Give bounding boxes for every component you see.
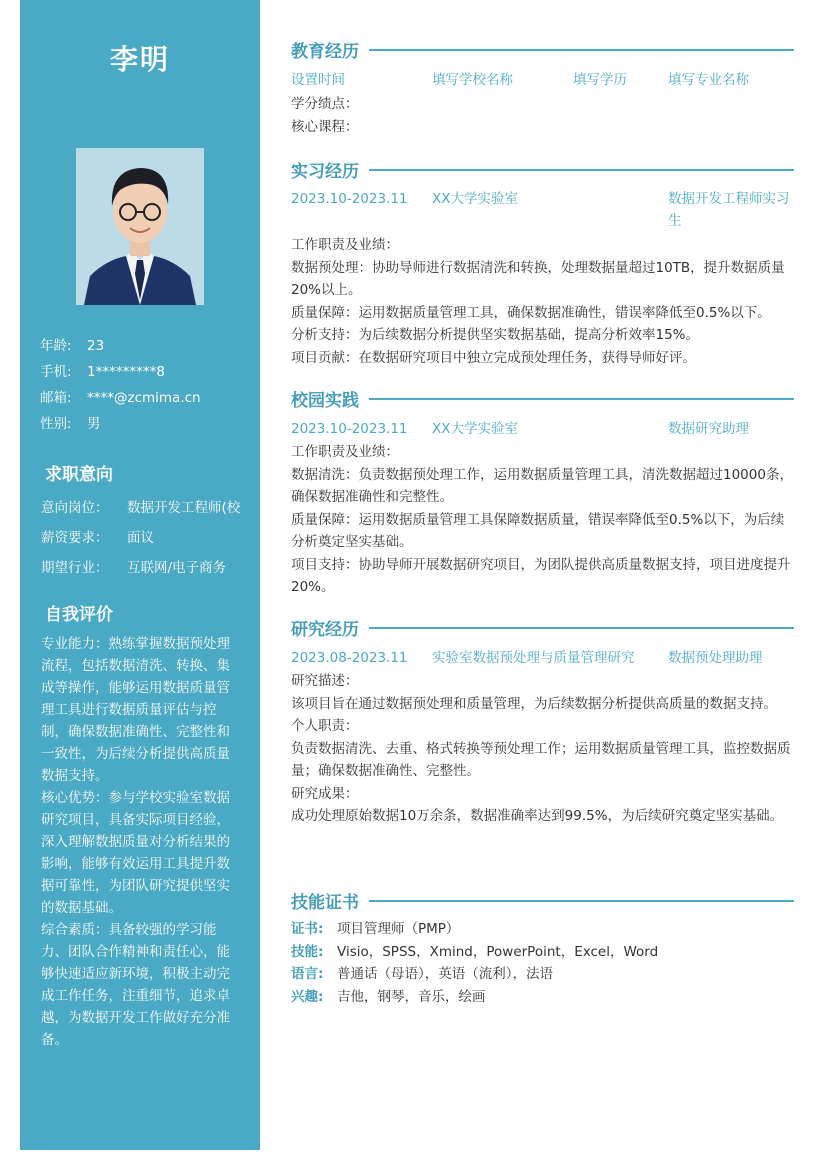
skills-list (291, 918, 794, 1008)
self-eval-paragraph: 专业能力：熟练掌握数据预处理流程，包括数据清洗、转换、集成等操作，能够运用数据质量管理工具进行数据质量评估与控制，确保数据准确性、完整性和一致性，为后续分析提供高质量数据支持。 (41, 636, 230, 784)
education-details: 学分绩点： 核心课程： (291, 96, 359, 135)
research-details: 研究描述： 该项目旨在通过数据预处理和质量管理，为后续数据分析提供高质量的数据支持。 个人职责： 负责数据清洗、去重、格式转换等预处理工作；运用数据质量管理工具，监控数据质量；确保数据准确性、完整性。 研究成果： 成功处理原始数据10万余条，数据准确率达到99.5%，为后续研究奠定坚实基础。 (291, 673, 791, 824)
internship-heading: 实习经历 (291, 157, 794, 182)
sidebar (20, 0, 260, 1150)
education-heading: 教育经历 (291, 37, 794, 62)
self-eval-text (41, 633, 241, 1051)
skill-row-certificate: 证书: 项目管理师（PMP） (291, 921, 460, 937)
skill-row-interest: 兴趣: 吉他，钢琴，音乐，绘画 (291, 988, 486, 1005)
info-phone: 手机: 1*********8 (40, 364, 165, 380)
self-eval-heading: 自我评价 (45, 605, 113, 625)
divider (369, 169, 794, 171)
self-eval-paragraph: 综合素质：具备较强的学习能力、团队合作精神和责任心，能够快速适应新环境，积极主动完成工作任务，注重细节，追求卓越，为数据开发工作做好充分准备。 (41, 922, 230, 1048)
basic-info (40, 333, 201, 437)
profile-photo (76, 148, 204, 305)
campus-details: 工作职责及业绩： 数据清洗：负责数据预处理工作，运用数据质量管理工具，清洗数据超过10000条，确保数据准确性和完整性。 质量保障：运用数据质量管理工具保障数据质量，错误率降低至0.5%以下，为后续分析奠定坚实基础。 项目支持：协助导师开展数据研究项目，为团队提供高质量数据支持，项目进度提升20%。 (291, 444, 793, 595)
info-email: 邮箱: ****@zcmima.cn (40, 390, 201, 406)
intent-list (41, 493, 240, 583)
campus-heading: 校园实践 (291, 386, 794, 411)
info-gender: 性别: 男 (40, 416, 101, 432)
self-eval-paragraph: 核心优势：参与学校实验室数据研究项目，具备实际项目经验，深入理解数据质量对分析结果的影响，能够有效运用工具提升数据可靠性，为团队研究提供坚实的数据基础。 (41, 790, 230, 916)
intent-position: 意向岗位： 数据开发工程师(校 (41, 500, 241, 516)
skill-row-skills: 技能: Visio，SPSS，Xmind，PowerPoint，Excel，Word (291, 943, 659, 960)
divider (369, 49, 794, 51)
intent-industry: 期望行业： 互联网/电子商务 (41, 560, 227, 576)
skills-heading: 技能证书 (291, 888, 794, 913)
divider (369, 900, 794, 902)
research-heading: 研究经历 (291, 615, 794, 640)
divider (369, 398, 794, 400)
skill-row-language: 语言: 普通话（母语），英语（流利），法语 (291, 966, 553, 982)
internship-header-row: 2023.10-2023.11 XX大学实验室 数据开发工程师实习生 (291, 191, 790, 229)
intent-heading: 求职意向 (45, 465, 113, 485)
divider (369, 627, 794, 629)
info-age: 年龄: 23 (40, 338, 105, 354)
intent-salary: 薪资要求： 面议 (41, 530, 154, 546)
internship-details: 工作职责及业绩： 数据预处理：协助导师进行数据清洗和转换，处理数据量超过10TB，提升数据质量20%以上。 质量保障：运用数据质量管理工具，确保数据准确性，错误率降低至0.5%以下。 分析支持：为后续数据分析提供坚实数据基础，提高分析效率15%。 项目贡献：在数据研究项目中独立完成预处理任务，获得导师好评。 (291, 237, 785, 366)
candidate-name: 李明 (109, 43, 170, 76)
